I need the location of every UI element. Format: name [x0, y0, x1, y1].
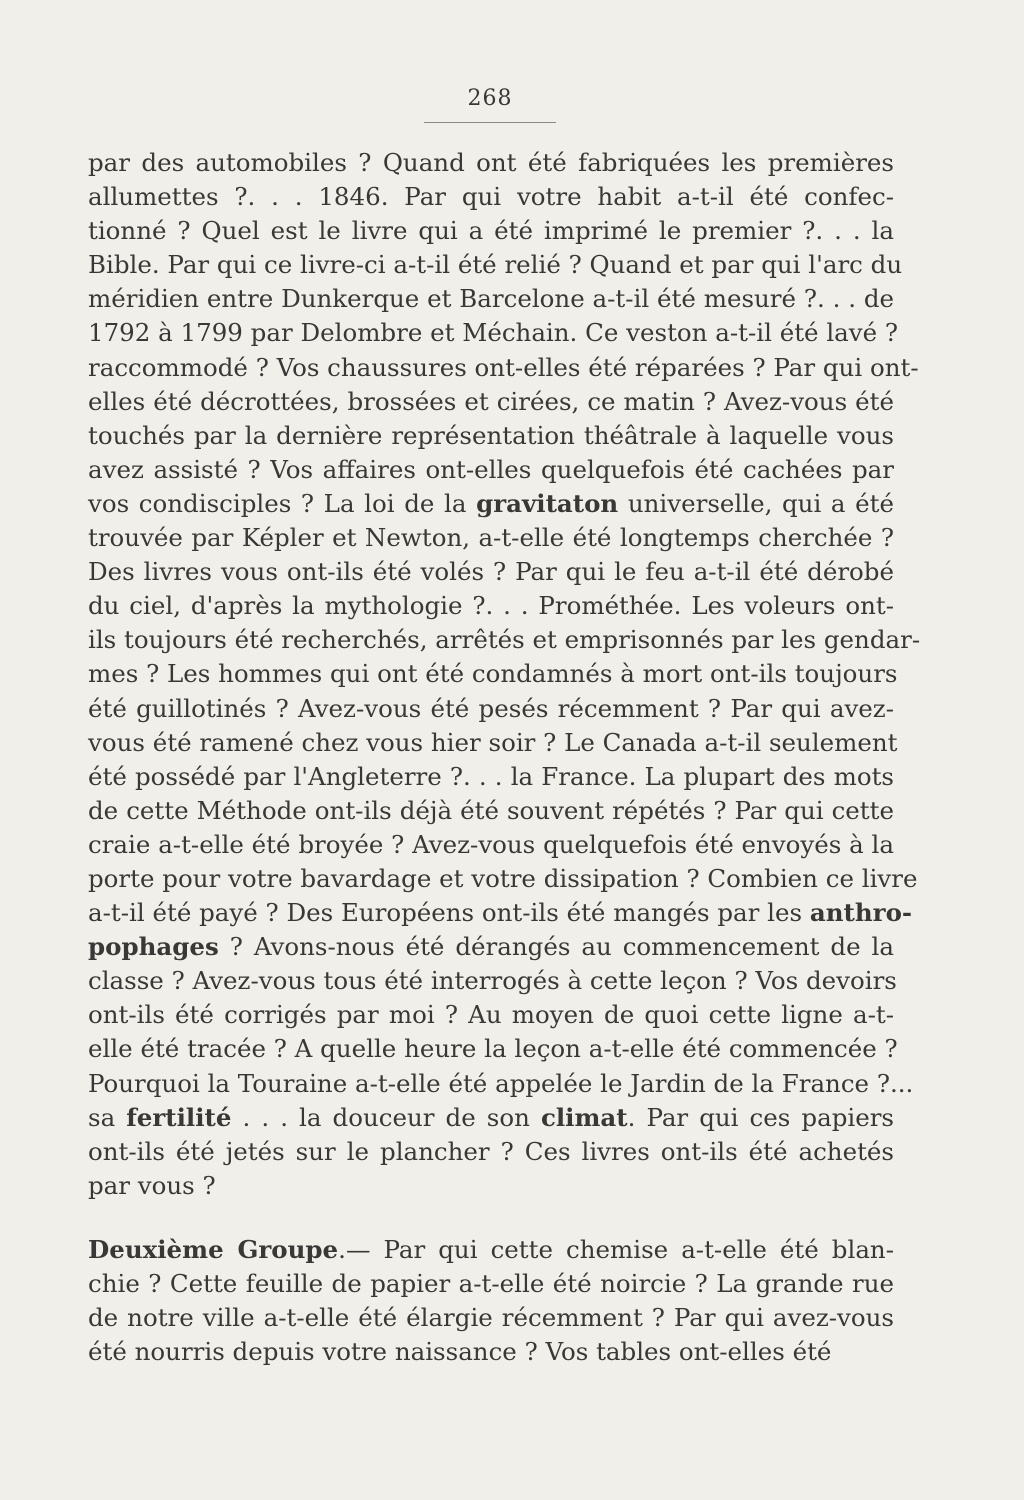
- text-line: vous été ramené chez vous hier soir ? Le Canada a-t-il seulement: [88, 727, 898, 757]
- text-line: pophages ? Avons-nous été dérangés au commencement de la: [88, 932, 894, 962]
- text-line: du ciel, d'après la mythologie ?. . . Prométhée. Les voleurs ont-: [88, 591, 894, 621]
- text-line: de cette Méthode ont-ils déjà été souvent répétés ? Par qui cette: [88, 795, 894, 825]
- text-line: classe ? Avez-vous tous été interrogés à cette leçon ? Vos devoirs: [88, 966, 897, 996]
- bold-term: gravitaton: [476, 488, 619, 518]
- text-line: trouvée par Képler et Newton, a-t-elle été longtemps cherchée ?: [88, 523, 894, 553]
- text-line: vos condisciples ? La loi de la gravitaton universelle, qui a été: [88, 488, 894, 518]
- text-line: sa fertilité . . . la douceur de son climat. Par qui ces papiers: [88, 1102, 895, 1132]
- text-line: tionné ? Quel est le livre qui a été imprimé le premier ?. . . la: [88, 216, 894, 246]
- text-line: 1792 à 1799 par Delombre et Méchain. Ce veston a-t-il été lavé ?: [88, 318, 899, 348]
- text-line: ont-ils été corrigés par moi ? Au moyen de quoi cette ligne a-t-: [88, 1000, 894, 1030]
- bold-term: anthro-: [809, 898, 913, 928]
- text-line: été guillotinés ? Avez-vous été pesés récemment ? Par qui avez-: [88, 693, 894, 723]
- body-text: [88, 146, 921, 1369]
- text-line: été possédé par l'Angleterre ?. . . la France. La plupart des mots: [88, 761, 894, 791]
- text-line: porte pour votre bavardage et votre dissipation ? Combien ce livre: [88, 863, 918, 893]
- text-line: chie ? Cette feuille de papier a-t-elle été noircie ? La grande rue: [88, 1269, 894, 1298]
- text-line: Bible. Par qui ce livre-ci a-t-il été relié ? Quand et par qui l'arc du: [88, 250, 903, 280]
- bold-term: pophages: [88, 932, 219, 962]
- paragraph-2: [88, 1233, 894, 1369]
- text-line: touchés par la dernière représentation théâtrale à laquelle vous: [88, 420, 894, 450]
- text-line: raccommodé ? Vos chaussures ont-elles été réparées ? Par qui ont-: [88, 352, 919, 382]
- text-line: Deuxième Groupe.— Par qui cette chemise a-t-elle été blan-: [88, 1234, 894, 1264]
- text-line: ils toujours été recherchés, arrêtés et emprisonnés par les gendar-: [88, 625, 921, 655]
- page-number: 268: [467, 86, 513, 111]
- text-line: craie a-t-elle été broyée ? Avez-vous quelquefois été envoyés à la: [88, 829, 894, 859]
- text-line: par des automobiles ? Quand ont été fabriquées les premières: [88, 148, 894, 177]
- text-line: de notre ville a-t-elle été élargie récemment ? Par qui avez-vous: [88, 1303, 894, 1333]
- bold-term: fertilité: [126, 1102, 232, 1132]
- text-line: par vous ?: [88, 1170, 216, 1200]
- header-rule: [424, 122, 556, 123]
- bold-term: climat: [540, 1102, 628, 1132]
- text-line: allumettes ?. . . 1846. Par qui votre habit a-t-il été confec-: [88, 182, 894, 212]
- paragraph-1: [88, 146, 921, 1203]
- text-line: Pourquoi la Touraine a-t-elle été appelée le Jardin de la France ?...: [88, 1068, 914, 1098]
- text-line: méridien entre Dunkerque et Barcelone a-t-il été mesuré ?. . . de: [88, 284, 894, 314]
- text-line: elles été décrottées, brossées et cirées, ce matin ? Avez-vous été: [88, 386, 894, 416]
- text-line: avez assisté ? Vos affaires ont-elles quelquefois été cachées par: [88, 454, 894, 484]
- text-line: ont-ils été jetés sur le plancher ? Ces livres ont-ils été achetés: [88, 1136, 894, 1166]
- bold-term: Deuxième Groupe: [88, 1234, 339, 1264]
- text-line: mes ? Les hommes qui ont été condamnés à mort ont-ils toujours: [88, 659, 898, 689]
- text-line: a-t-il été payé ? Des Européens ont-ils été mangés par les anthro-: [88, 898, 913, 928]
- paragraph-gap: [88, 1203, 894, 1233]
- text-line: été nourris depuis votre naissance ? Vos tables ont-elles été: [88, 1337, 832, 1367]
- text-line: Des livres vous ont-ils été volés ? Par qui le feu a-t-il été dérobé: [88, 557, 894, 587]
- text-line: elle été tracée ? A quelle heure la leçon a-t-elle été commencée ?: [88, 1034, 898, 1064]
